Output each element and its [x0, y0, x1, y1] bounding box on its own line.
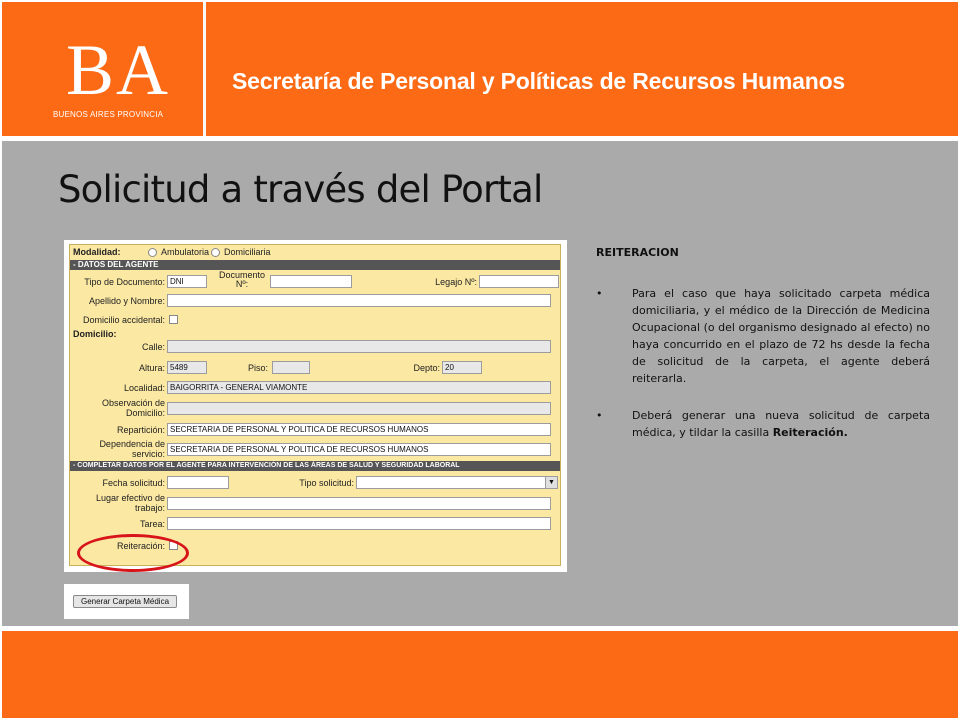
- generar-carpeta-button[interactable]: Generar Carpeta Médica: [73, 595, 177, 608]
- domicilio-accidental-checkbox[interactable]: [169, 315, 178, 324]
- domicilio-label: Domicilio:: [73, 329, 117, 339]
- piso-field[interactable]: [272, 361, 310, 374]
- bullet-text-2: Deberá generar una nueva solicitud de carpeta médica, y tildar la casilla: [632, 409, 930, 439]
- reiteracion-label: Reiteración:: [116, 541, 165, 551]
- tareas-field[interactable]: [167, 517, 551, 530]
- footer-banner: [2, 631, 958, 718]
- logo-subtitle: BUENOS AIRES PROVINCIA: [53, 110, 164, 119]
- documento-label-line1: Documento: [218, 270, 266, 280]
- legajo-field[interactable]: [479, 275, 559, 288]
- dependencia-label-line2: servicio:: [131, 449, 165, 459]
- modalidad-label: Modalidad:: [73, 247, 121, 257]
- section-completar-datos: - COMPLETAR DATOS POR EL AGENTE PARA INTERVENCIÓN DE LAS ÁREAS DE SALUD Y SEGURIDAD LABORAL: [70, 461, 560, 471]
- solicitud-form: [69, 244, 561, 566]
- form-screenshot: [64, 240, 567, 572]
- bullet-text-1: Para el caso que haya solicitado carpeta médica domiciliaria, y el médico de la Dirección de Medicina Ocupacional (o del organismo designado al efecto) no haya concurrido en el plazo de 72 hs desde la fecha de solicitud de la carpeta, el agente deberá reiterarla.: [632, 287, 930, 385]
- documento-label-line2: Nº:: [235, 279, 249, 289]
- apellido-field[interactable]: [167, 294, 551, 307]
- dependencia-label-line1: Dependencia de: [99, 439, 165, 449]
- reiteracion-explanation: [596, 246, 930, 461]
- header-banner: [2, 2, 958, 136]
- altura-field[interactable]: 5489: [167, 361, 207, 374]
- radio-domiciliaria[interactable]: [211, 248, 220, 257]
- bullet-text-2-bold: Reiteración.: [772, 426, 848, 439]
- lugar-trabajo-field[interactable]: [167, 497, 551, 510]
- chevron-down-icon[interactable]: ▼: [545, 477, 557, 488]
- localidad-label: Localidad:: [123, 383, 165, 393]
- depto-field[interactable]: 20: [442, 361, 482, 374]
- reparticion-label: Repartición:: [116, 425, 165, 435]
- domiciliaria-label: Domiciliaria: [224, 247, 271, 257]
- observacion-label-line1: Observación de: [101, 398, 165, 408]
- ba-logo: [2, 2, 202, 136]
- bullet-item-2: [596, 407, 930, 441]
- legajo-label: Legajo Nº:: [435, 277, 477, 287]
- tipo-solicitud-select[interactable]: [356, 476, 558, 489]
- altura-label: Altura:: [138, 363, 165, 373]
- section-datos-agente: - DATOS DEL AGENTE: [70, 260, 560, 270]
- bullet-dot: •: [596, 287, 603, 300]
- tipo-solicitud-label: Tipo solicitud:: [299, 478, 354, 488]
- lugar-trabajo-label: [73, 493, 165, 513]
- observacion-label: [73, 398, 165, 418]
- highlight-circle: [77, 534, 189, 572]
- piso-label: Piso:: [247, 363, 268, 373]
- apellido-label: Apellido y Nombre:: [88, 296, 165, 306]
- button-screenshot: [64, 584, 189, 619]
- fecha-solicitud-label: Fecha solicitud:: [102, 478, 165, 488]
- depto-label: Depto:: [413, 363, 440, 373]
- bullet-item-1: [596, 285, 930, 387]
- localidad-field[interactable]: BAIGORRITA - GENERAL VIAMONTE: [167, 381, 551, 394]
- lugar-trabajo-label-line2: trabajo:: [134, 503, 165, 513]
- content-area: [2, 141, 958, 626]
- documento-label: [216, 271, 268, 289]
- lugar-trabajo-label-line1: Lugar efectivo de: [95, 493, 165, 503]
- dependencia-label: [73, 439, 165, 459]
- observacion-field[interactable]: [167, 402, 551, 415]
- observacion-label-line2: Domicilio:: [125, 408, 165, 418]
- calle-label: Calle:: [141, 342, 165, 352]
- domicilio-accidental-label: Domicilio accidental:: [82, 315, 165, 325]
- tipo-documento-label: Tipo de Documento:: [84, 277, 165, 287]
- tipo-documento-field[interactable]: DNI: [167, 275, 207, 288]
- documento-field[interactable]: [270, 275, 352, 288]
- header-title: Secretaría de Personal y Políticas de Recursos Humanos: [232, 68, 846, 94]
- logo-letters: BA: [66, 30, 171, 110]
- page-title: Solicitud a través del Portal: [58, 168, 543, 211]
- ambulatoria-label: Ambulatoria: [161, 247, 210, 257]
- tareas-label: Tarea:: [139, 519, 165, 529]
- reiteracion-title: REITERACION: [596, 246, 679, 259]
- calle-field[interactable]: [167, 340, 551, 353]
- radio-ambulatoria[interactable]: [148, 248, 157, 257]
- bullet-dot: •: [596, 409, 603, 422]
- reparticion-field[interactable]: SECRETARIA DE PERSONAL Y POLITICA DE RECURSOS HUMANOS: [167, 423, 551, 436]
- fecha-solicitud-field[interactable]: [167, 476, 229, 489]
- dependencia-field[interactable]: SECRETARIA DE PERSONAL Y POLITICA DE RECURSOS HUMANOS: [167, 443, 551, 456]
- header-divider: [203, 2, 206, 136]
